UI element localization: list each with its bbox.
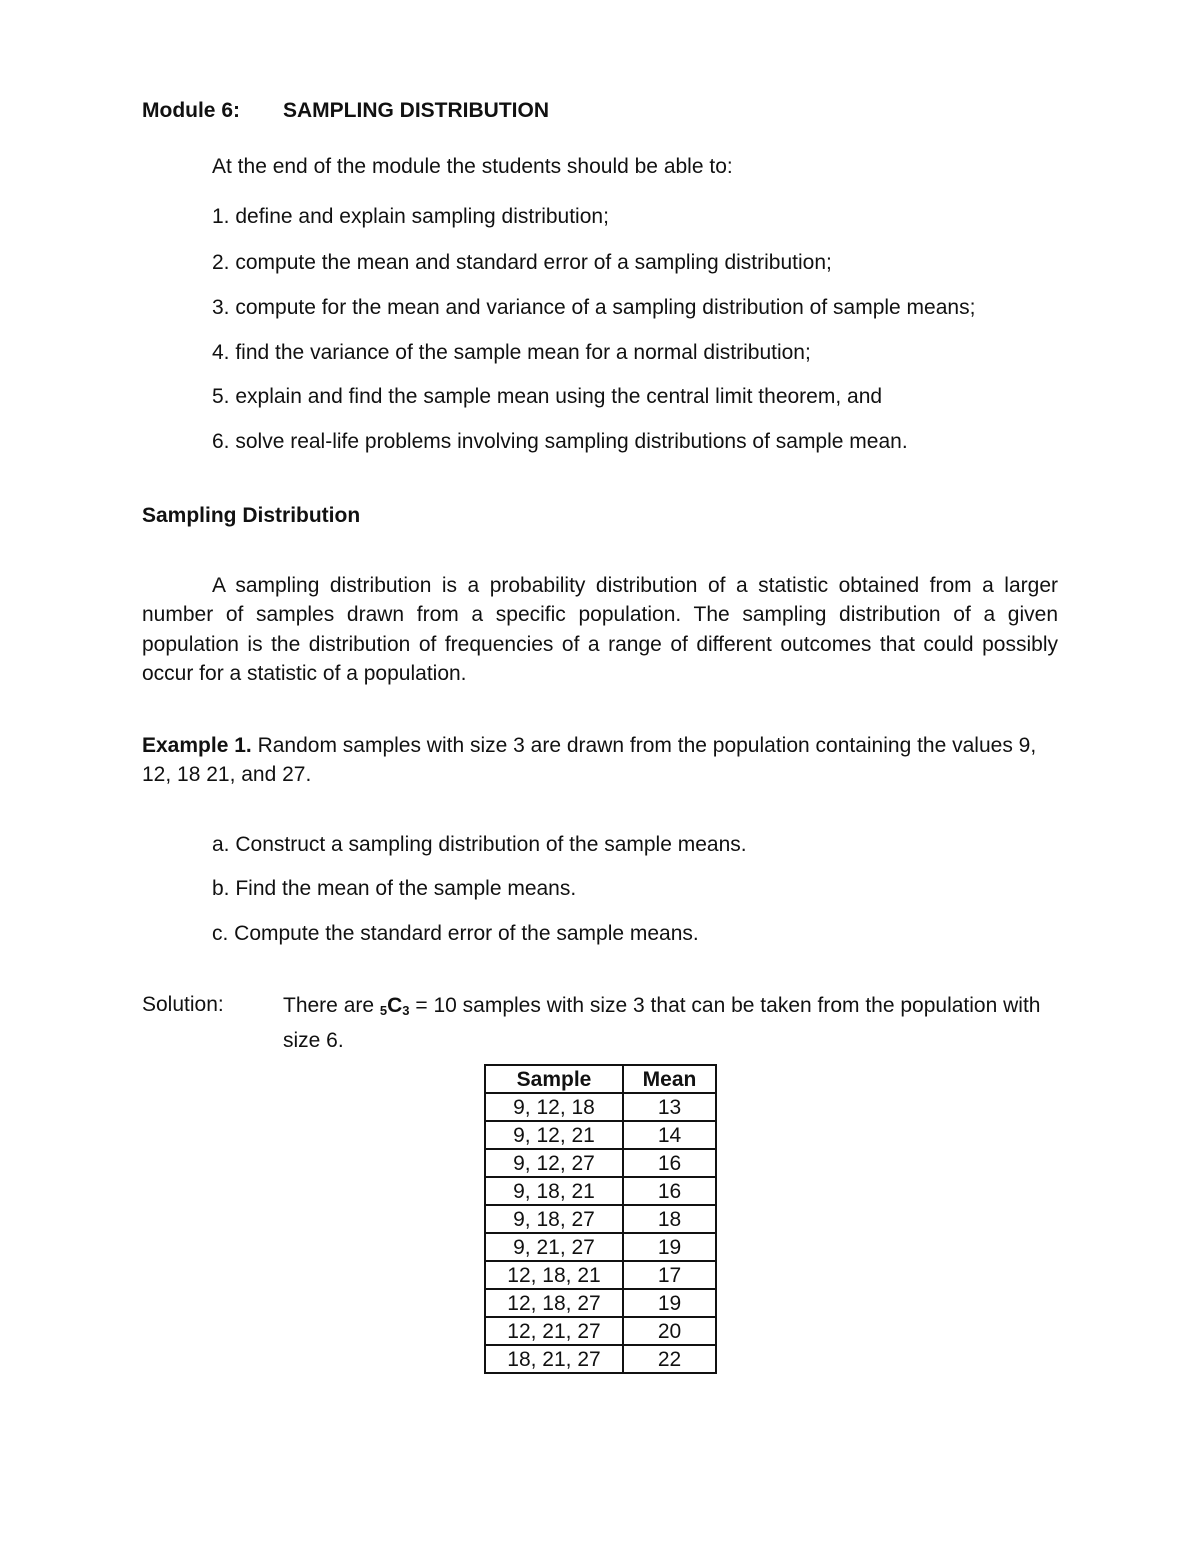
objective-item: 6. solve real-life problems involving sampling distributions of sample mean.: [212, 430, 908, 453]
solution-text: [283, 991, 1063, 1056]
table-row: [485, 1121, 716, 1149]
objective-item: 5. explain and find the sample mean using the central limit theorem, and: [212, 385, 883, 408]
sample-cell: 12, 18, 27: [485, 1289, 623, 1317]
combination-n: 5: [379, 1003, 388, 1018]
objectives-intro: At the end of the module the students should be able to:: [212, 155, 733, 178]
mean-cell: 20: [623, 1317, 716, 1345]
table-row: [485, 1233, 716, 1261]
definition-text: A sampling distribution is a probability distribution of a statistic obtained from a larger number of samples drawn from a specific population. The sampling distribution of a given population is the distribution of frequencies of a range of different outcomes that could possibly occur for a statistic of a population.: [142, 574, 1058, 685]
example-paragraph: [142, 731, 1058, 790]
example-task: b. Find the mean of the sample means.: [212, 877, 577, 900]
definition-paragraph: [142, 571, 1058, 688]
mean-cell: 16: [623, 1149, 716, 1177]
mean-cell: 13: [623, 1093, 716, 1121]
sample-cell: 12, 21, 27: [485, 1317, 623, 1345]
example-text: Random samples with size 3 are drawn from the population containing the values 9, 12, 18 21, and 27.: [142, 734, 1037, 787]
table-row: [485, 1093, 716, 1121]
solution-text-after: = 10 samples with size 3 that can be taken from the population with size 6.: [283, 994, 1041, 1052]
table-row: [485, 1261, 716, 1289]
combination-symbol: C: [387, 994, 403, 1017]
example-label: Example 1.: [142, 734, 252, 757]
section-heading: Sampling Distribution: [142, 504, 361, 527]
mean-cell: 19: [623, 1233, 716, 1261]
mean-cell: 16: [623, 1177, 716, 1205]
objective-item: 3. compute for the mean and variance of a sampling distribution of sample means;: [212, 296, 976, 319]
solution-text-before: There are: [283, 994, 380, 1017]
mean-cell: 22: [623, 1345, 716, 1373]
table-row: [485, 1289, 716, 1317]
sample-cell: 9, 12, 18: [485, 1093, 623, 1121]
sample-cell: 9, 18, 21: [485, 1177, 623, 1205]
sample-cell: 12, 18, 21: [485, 1261, 623, 1289]
sample-cell: 9, 12, 27: [485, 1149, 623, 1177]
column-header-mean: Mean: [623, 1065, 716, 1093]
module-label: Module 6:: [142, 99, 240, 122]
example-task: a. Construct a sampling distribution of the sample means.: [212, 833, 747, 856]
table-row: [485, 1149, 716, 1177]
objective-item: 4. find the variance of the sample mean for a normal distribution;: [212, 341, 811, 364]
table-row: [485, 1177, 716, 1205]
module-title: SAMPLING DISTRIBUTION: [283, 99, 549, 122]
combination-r: 3: [402, 1003, 410, 1018]
solution-label: Solution:: [142, 993, 224, 1016]
objective-item: 1. define and explain sampling distribution;: [212, 205, 609, 228]
table-header-row: [485, 1065, 716, 1093]
mean-cell: 17: [623, 1261, 716, 1289]
sample-cell: 9, 12, 21: [485, 1121, 623, 1149]
sample-cell: 18, 21, 27: [485, 1345, 623, 1373]
table-row: [485, 1205, 716, 1233]
sample-cell: 9, 18, 27: [485, 1205, 623, 1233]
example-task: c. Compute the standard error of the sample means.: [212, 922, 699, 945]
sample-cell: 9, 21, 27: [485, 1233, 623, 1261]
column-header-sample: Sample: [485, 1065, 623, 1093]
table-row: [485, 1317, 716, 1345]
sample-means-table: [484, 1064, 717, 1374]
table-row: [485, 1345, 716, 1373]
mean-cell: 18: [623, 1205, 716, 1233]
mean-cell: 19: [623, 1289, 716, 1317]
mean-cell: 14: [623, 1121, 716, 1149]
objective-item: 2. compute the mean and standard error of a sampling distribution;: [212, 251, 832, 274]
